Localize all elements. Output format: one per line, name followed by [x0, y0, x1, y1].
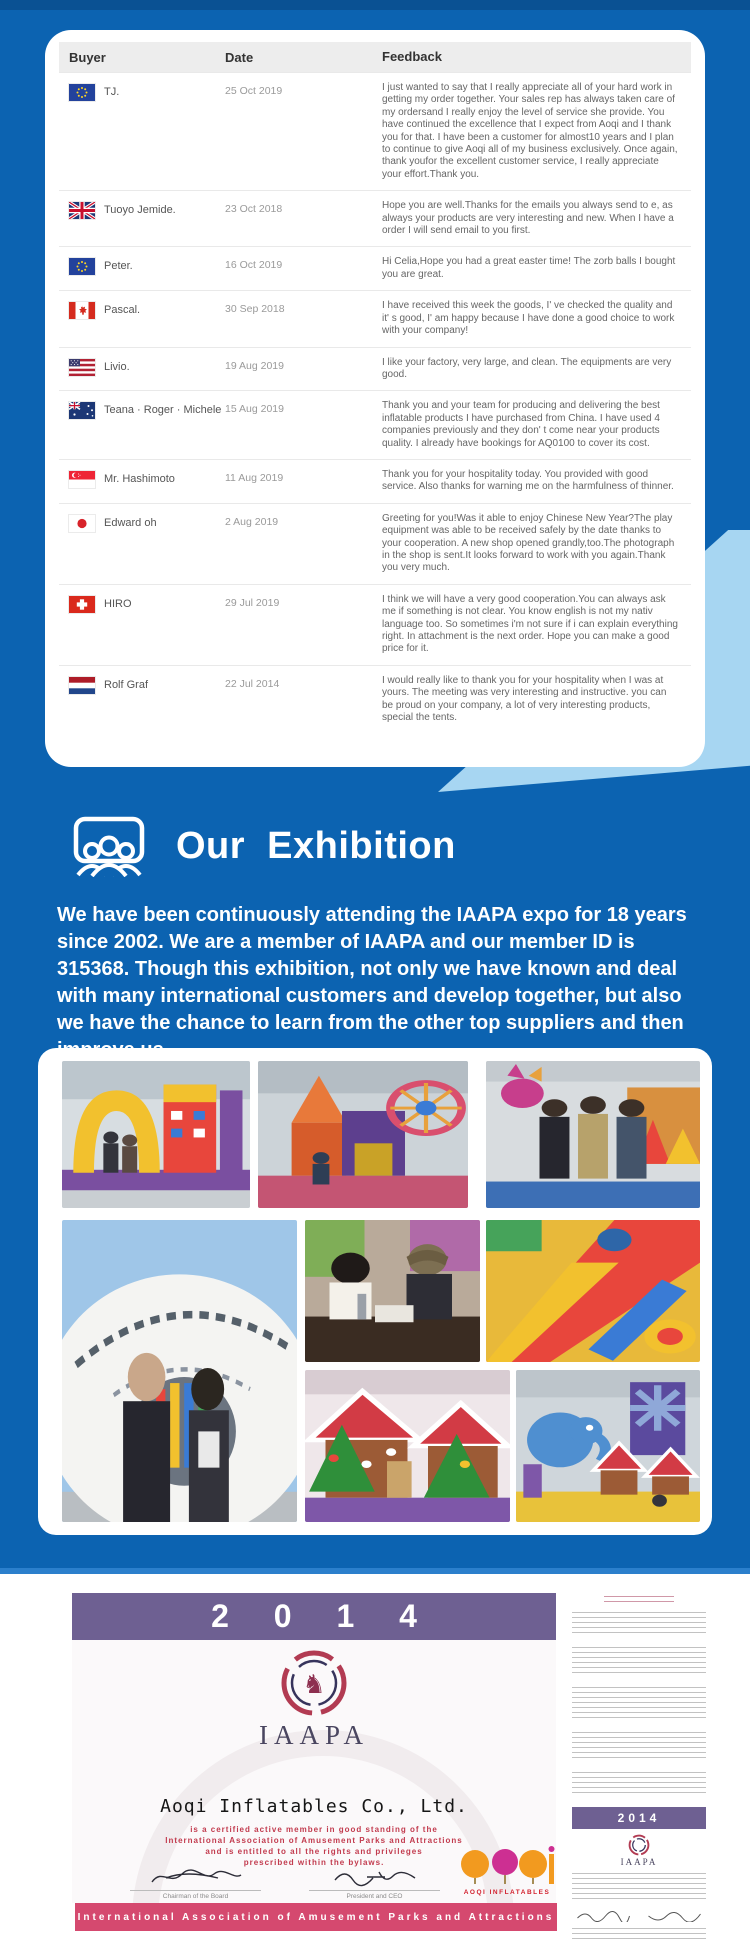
- exhibition-title: Our Exhibition: [176, 824, 456, 867]
- signature-scribble-icon: [643, 1910, 706, 1922]
- feedback-text: Hope you are well.Thanks for the emails you always send to e, as always your products are very interesting and new. When I have a order I will send email to you first.: [382, 200, 674, 237]
- feedback-table: [59, 42, 691, 733]
- feedback-text: Thank you and your team for producing and delivering the best inflatable products I have purchased from China. I have used 4 companies previously and they don' t come near your products quality. I already have bookings for AQ0100 to cover its cost.: [382, 400, 660, 449]
- side-panel-text-placeholder: [572, 1928, 706, 1940]
- table-row: [59, 584, 691, 665]
- buyer-name: Peter.: [104, 260, 133, 273]
- side-panel-text-placeholder: [572, 1612, 706, 1636]
- feedback-date: 11 Aug 2019: [225, 471, 284, 484]
- flag-eu-icon: [69, 84, 95, 101]
- signature-scribble-icon: [572, 1910, 635, 1922]
- aoqi-balloons-icon: [455, 1846, 559, 1888]
- flag-au-icon: [69, 402, 95, 419]
- column-header-date: Date: [225, 49, 254, 65]
- table-header-row: [59, 42, 691, 72]
- photo-illustration: [62, 1220, 297, 1522]
- table-row: [59, 290, 691, 346]
- buyer-name: Livio.: [104, 360, 130, 373]
- table-row: [59, 72, 691, 190]
- flag-nl-icon: [69, 677, 95, 694]
- exhibition-photo-slide-closeup: [486, 1220, 700, 1362]
- buyer-name: Edward oh: [104, 516, 157, 529]
- photo-illustration: [305, 1220, 480, 1362]
- certificate-side-panel: [572, 1596, 706, 1942]
- signature-caption: Chairman of the Board: [130, 1890, 261, 1900]
- side-panel-text-placeholder: [572, 1772, 706, 1796]
- flag-ca-icon: [69, 302, 95, 319]
- feedback-text: I would really like to thank you for your hospitality when I was at yours. The meeting was very interesting and instructive. you can be proud on your company, a lot of very interesting products, special the tents.: [382, 674, 667, 724]
- table-row: [59, 665, 691, 734]
- buyer-cell: [59, 400, 225, 450]
- feedback-date: 30 Sep 2018: [225, 303, 285, 316]
- certificate-section: [0, 1574, 750, 1942]
- buyer-cell: [59, 675, 225, 725]
- table-row: [59, 503, 691, 584]
- side-panel-text-placeholder: [572, 1647, 706, 1676]
- exhibition-photo-collage: [38, 1048, 712, 1535]
- feedback-text: I think we will have a very good cooperation.You can always ask me if something is not clear. You know english is not my nativ language too. So sometimes i'm not sure if i can explain everything right. In attachment is the next order. Hope you can make a good price for it.: [382, 593, 678, 655]
- iaapa-wordmark: IAAPA: [258, 1720, 370, 1750]
- certificate-member-name: Aoqi Inflatables Co., Ltd.: [160, 1796, 468, 1817]
- table-body: [59, 72, 691, 733]
- feedback-date: 19 Aug 2019: [225, 359, 284, 372]
- buyer-name: TJ.: [104, 86, 120, 98]
- buyer-name: Pascal.: [104, 304, 141, 317]
- exhibition-photo-elephant-windmill: [516, 1370, 700, 1522]
- aoqi-logo: [452, 1846, 562, 1896]
- signature-president: [309, 1866, 440, 1900]
- buyer-name: HIRO: [104, 597, 132, 610]
- citation-line: is a certified active member in good standing of the: [190, 1825, 438, 1834]
- table-row: [59, 347, 691, 391]
- buyer-name: Tuoyo Jemide.: [104, 204, 176, 217]
- feedback-date: 16 Oct 2019: [225, 259, 283, 272]
- side-panel-org-name: IAAPA: [620, 1857, 658, 1867]
- feedback-text: Greeting for you!Was it able to enjoy Chinese New Year?The play equipment was able to be received safely by the date thanks to your cooperation. A new shop opened grandly,too.The photograph in the shop is sent.It looks forward to work with you again.Thank you very much.: [382, 512, 675, 574]
- feedback-date: 15 Aug 2019: [225, 403, 284, 416]
- feedback-text: I have received this week the goods, I' ve checked the quality and it' s good, I' am happy because I have done a good choice to work with your company!: [382, 300, 675, 337]
- buyer-cell: [59, 256, 225, 281]
- column-header-buyer: Buyer: [69, 49, 106, 65]
- exhibition-description: We have been continuously attending the IAAPA expo for 18 years since 2002. We are a member of IAAPA and our member ID is 315368. Though this exhibition, not only we have known and deal with many international customers and develop together, but also we have the chance to learn from the other top suppliers and then: [57, 904, 687, 1034]
- buyer-cell: [59, 200, 225, 237]
- photo-illustration: [486, 1061, 700, 1208]
- buyer-cell: [59, 469, 225, 494]
- side-panel-heading-placeholder: [604, 1596, 674, 1602]
- feedback-date: 29 Jul 2019: [225, 596, 280, 609]
- certificate-year-banner: 2 0 1 4: [72, 1593, 556, 1640]
- flag-eu-icon: [69, 258, 95, 275]
- feedback-table-card: [45, 30, 705, 767]
- exhibition-photo-signing-meeting: [305, 1220, 480, 1362]
- citation-line: prescribed within the bylaws.: [243, 1858, 385, 1867]
- buyer-name: Mr. Hashimoto: [104, 472, 175, 485]
- citation-line: and is entitled to all the rights and privileges: [205, 1847, 423, 1856]
- photo-illustration: [258, 1061, 468, 1208]
- feedback-date: 22 Jul 2014: [225, 677, 280, 690]
- buyer-name: Teana · Roger · Michele: [104, 404, 222, 417]
- side-panel-year-banner: 2014: [572, 1807, 706, 1829]
- buyer-name: Rolf Graf: [104, 678, 149, 691]
- iaapa-carousel-logo-small: [628, 1834, 650, 1856]
- exhibition-photo-castle-ferris-wheel: [258, 1061, 468, 1208]
- photo-illustration: [305, 1370, 510, 1522]
- flag-ch-icon: [69, 596, 95, 613]
- feedback-date: 25 Oct 2019: [225, 85, 283, 97]
- feedback-date: 2 Aug 2019: [225, 515, 279, 528]
- buyer-cell: [59, 82, 225, 181]
- side-panel-text-placeholder: [572, 1732, 706, 1761]
- aoqi-logo-text: AOQI INFLATABLES: [463, 1889, 551, 1896]
- side-panel-signatures: [572, 1910, 706, 1922]
- exhibition-header: [72, 815, 456, 877]
- column-header-feedback: Feedback: [382, 48, 442, 64]
- signature-scribble-icon: [327, 1866, 423, 1888]
- svg-text:♞: ♞: [302, 1670, 326, 1700]
- top-divider-bar: [0, 0, 750, 10]
- signature-chairman: [130, 1866, 261, 1900]
- signature-caption: President and CEO: [309, 1890, 440, 1900]
- exhibition-photo-christmas-inflatables: [305, 1370, 510, 1522]
- exhibition-photo-booth-arch: [62, 1061, 250, 1208]
- feedback-text: I just wanted to say that I really appreciate all of your hard work in getting my order together. Your sales rep has always taken care of my ordersand I really enjoy the level of service she provide. You have continued the excellence that I expect from Aoqi and I thank you for that. I have been a customer for almost10 years and I plan to continue to give Aoqi all of my business exclusively. Once again, thank youfor the excellent customer service, I really appreciate your effort.Thank you.: [382, 82, 678, 180]
- certificate-signatures: [130, 1866, 440, 1900]
- buyer-cell: [59, 513, 225, 575]
- exhibition-photo-three-men: [486, 1061, 700, 1208]
- iaapa-carousel-logo: [279, 1648, 349, 1718]
- flag-sg-icon: [69, 471, 95, 488]
- feedback-text: I like your factory, very large, and clean. The equipments are very good.: [382, 356, 672, 380]
- feedback-text: Thank you for your hospitality today. You provided with good service. Also thanks for warning me on the harmfulness of thinner.: [382, 468, 674, 493]
- feedback-date: 23 Oct 2018: [225, 203, 283, 216]
- table-row: [59, 390, 691, 459]
- feedback-text: Hi Celia,Hope you had a great easter time! The zorb balls I bought you are great.: [382, 256, 676, 280]
- table-row: [59, 246, 691, 290]
- photo-illustration: [486, 1220, 700, 1362]
- side-panel-text-placeholder: [572, 1873, 706, 1899]
- buyer-cell: [59, 300, 225, 337]
- flag-us-icon: [69, 359, 95, 376]
- citation-line: International Association of Amusement Parks and Attractions: [165, 1836, 463, 1845]
- flag-jp-icon: [69, 515, 95, 532]
- side-panel-text-placeholder: [572, 1687, 706, 1721]
- flag-gb-icon: [69, 202, 95, 219]
- photo-illustration: [516, 1370, 700, 1522]
- photo-illustration: [62, 1061, 250, 1208]
- table-row: [59, 459, 691, 503]
- exhibition-photo-tent-with-visitors: [62, 1220, 297, 1522]
- certificate-footer-banner: International Association of Amusement Parks and Attractions: [75, 1903, 557, 1931]
- buyer-cell: [59, 594, 225, 656]
- signature-scribble-icon: [148, 1866, 244, 1888]
- audience-presentation-icon: [72, 815, 146, 877]
- table-row: [59, 190, 691, 246]
- buyer-cell: [59, 357, 225, 382]
